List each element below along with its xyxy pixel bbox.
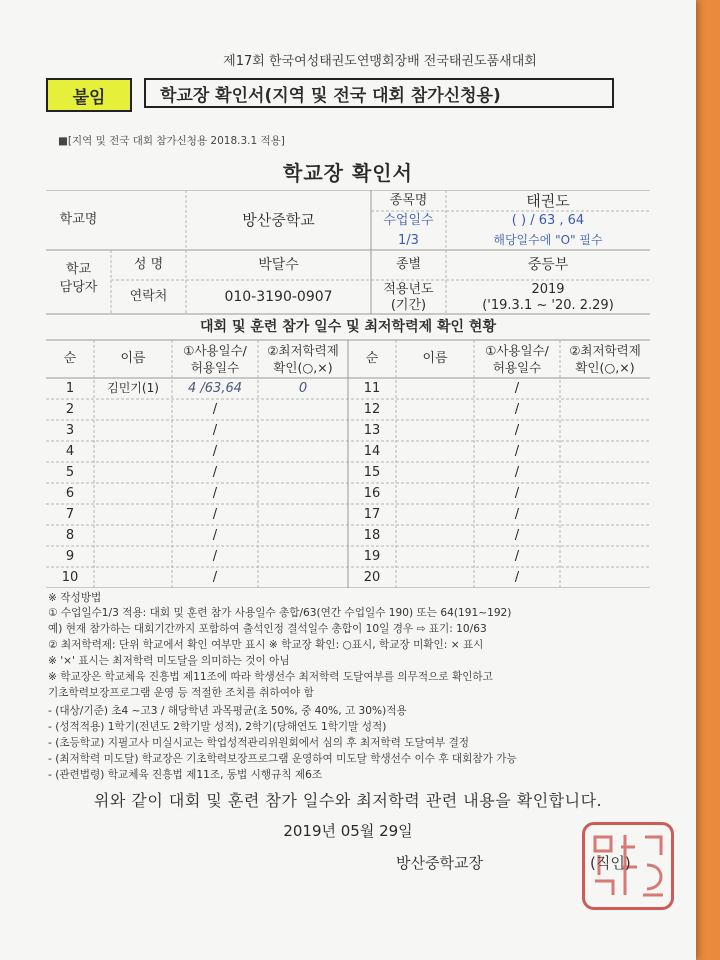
doc-title: 학교장 확인서 xyxy=(283,161,413,185)
howto-line: ※ 학교장은 학교체육 진흥법 제11조에 따라 학생선수 최저학력 도달여부를 의무적으로 확인하고 xyxy=(48,671,493,683)
days-label-fraction: 1/3 xyxy=(398,232,419,248)
year-value: 2019 xyxy=(531,281,565,297)
col-no-right: 순 xyxy=(365,351,379,367)
row-no-right: 19 xyxy=(363,548,381,564)
year-label-2: (기간) xyxy=(390,297,427,313)
row-no-right: 13 xyxy=(363,422,381,438)
col-days-2: 허용일수 xyxy=(190,359,240,375)
row-days: / xyxy=(212,548,218,564)
row-no: 4 xyxy=(65,443,75,459)
col-check-right-2: 확인(○,×) xyxy=(575,359,635,375)
form-note: ■[지역 및 전국 대회 참가신청용 2018.3.1 적용] xyxy=(58,135,285,147)
year-label: 적용년도 xyxy=(383,281,434,297)
row-no: 8 xyxy=(65,527,75,543)
howto-line: 기초학력보장프로그램 운영 등 적절한 조치를 취하여야 함 xyxy=(48,687,314,699)
row-days: / xyxy=(212,506,218,522)
division-value: 중등부 xyxy=(527,256,569,273)
col-check: ②최저학력제 xyxy=(267,342,339,358)
row-days: / xyxy=(212,485,218,501)
seal-label: (직인) xyxy=(590,854,631,872)
row-name: 김민기(1) xyxy=(107,381,159,396)
row-no-right: 17 xyxy=(363,506,381,522)
issue-date: 2019년 05월 29일 xyxy=(283,822,413,840)
manager-label-2: 담당자 xyxy=(59,280,98,296)
row-no-right: 12 xyxy=(363,401,381,417)
col-days: ①사용일수/ xyxy=(183,342,247,358)
row-days: 4 /63,64 xyxy=(188,380,242,396)
row-no: 9 xyxy=(65,548,75,564)
row-days: / xyxy=(212,569,218,585)
confirm-statement: 위와 같이 대회 및 훈련 참가 일수와 최저학력 관련 내용을 확인합니다. xyxy=(93,791,603,810)
name-label: 성 명 xyxy=(133,257,164,273)
row-days: / xyxy=(212,443,218,459)
days-note: 해당일수에 "O" 필수 xyxy=(493,233,603,248)
row-days: / xyxy=(212,401,218,417)
howto-line: ※ '×' 표시는 최저학력 미도달을 의미하는 것이 아님 xyxy=(48,655,290,667)
row-days-right: / xyxy=(514,464,520,480)
days-label: 수업일수 xyxy=(383,213,434,229)
howto-line: - (최저학력 미도달) 학교장은 기초학력보장프로그램 운영하여 미도달 학생선수 이수 후 대회참가 가능 xyxy=(48,753,517,765)
row-no: 5 xyxy=(65,464,75,480)
row-no: 3 xyxy=(65,422,75,438)
row-no: 1 xyxy=(65,380,75,396)
row-no-right: 16 xyxy=(363,485,381,501)
section-title: 대회 및 훈련 참가 일수 및 최저학력제 확인 현황 xyxy=(200,318,496,335)
col-check-right: ②최저학력제 xyxy=(569,342,641,358)
col-check-2: 확인(○,×) xyxy=(273,359,333,375)
row-days-right: / xyxy=(514,380,520,396)
days-value: ( ) / 63 , 64 xyxy=(511,213,585,229)
howto-line: - (성적적용) 1학기(전년도 2학기말 성적), 2학기(당해연도 1학기말 성적) xyxy=(48,721,387,733)
contact-label: 연락처 xyxy=(129,289,168,305)
manager-name: 박달수 xyxy=(258,256,299,273)
row-days-right: / xyxy=(514,401,520,417)
col-days-right-2: 허용일수 xyxy=(492,359,542,375)
row-no: 2 xyxy=(65,401,75,417)
sport-label: 종목명 xyxy=(389,192,428,208)
row-days: / xyxy=(212,422,218,438)
row-days-right: / xyxy=(514,422,520,438)
howto-line: ② 최저학력제: 단위 학교에서 확인 여부만 표시 ※ 학교장 확인: ○표시, 학교장 미확인: × 표시 xyxy=(48,639,484,651)
division-label: 종별 xyxy=(395,257,422,273)
form-title: 학교장 확인서(지역 및 전국 대회 참가신청용) xyxy=(144,78,614,108)
row-no: 6 xyxy=(65,485,75,501)
col-name-right: 이름 xyxy=(422,351,448,367)
manager-label: 학교 xyxy=(65,262,92,278)
row-days: / xyxy=(212,464,218,480)
contact-value: 010-3190-0907 xyxy=(224,288,333,305)
row-no-right: 20 xyxy=(363,569,381,585)
howto-line: - (관련법령) 학교체육 진흥법 제11조, 동법 시행규칙 제6조 xyxy=(48,769,323,781)
event-title: 제17회 한국여성태권도연맹회장배 전국태권도품새대회 xyxy=(223,54,537,69)
row-no: 7 xyxy=(65,506,75,522)
howto-title: ※ 작성방법 xyxy=(48,592,102,604)
row-days-right: / xyxy=(514,569,520,585)
attachment-label: 붙임 xyxy=(46,78,132,112)
row-days-right: / xyxy=(514,506,520,522)
school-label: 학교명 xyxy=(59,212,98,228)
col-name: 이름 xyxy=(120,351,146,367)
row-days: / xyxy=(212,527,218,543)
sport-value: 태권도 xyxy=(526,191,570,210)
school-name: 방산중학교 xyxy=(242,211,315,229)
col-no: 순 xyxy=(63,351,77,367)
row-no: 10 xyxy=(61,569,79,585)
row-no-right: 15 xyxy=(363,464,381,480)
row-no-right: 14 xyxy=(363,443,381,459)
row-check: 0 xyxy=(298,380,308,396)
howto-line: 예) 현재 참가하는 대회기간까지 포함하여 출석인정 결석일수 총합이 10일 경우 ⇨ 표기: 10/63 xyxy=(48,623,487,635)
row-days-right: / xyxy=(514,443,520,459)
howto-line: ① 수업일수1/3 적용: 대회 및 훈련 참가 사용일수 총합/63(연간 수업일수 190) 또는 64(191~192) xyxy=(48,607,512,619)
row-days-right: / xyxy=(514,527,520,543)
col-days-right: ①사용일수/ xyxy=(485,342,549,358)
period-value: ('19.3.1 ~ '20. 2.29) xyxy=(482,297,614,313)
howto-line: - (초등학교) 지필고사 미실시교는 학업성적관리위원회에서 심의 후 최저학력 도달여부 결정 xyxy=(48,737,470,749)
row-days-right: / xyxy=(514,485,520,501)
howto-line: - (대상/기준) 초4 ~고3 / 해당학년 과목평균(초 50%, 중 40%, 고 30%)적용 xyxy=(48,705,407,717)
row-days-right: / xyxy=(514,548,520,564)
principal-signature: 방산중학교장 xyxy=(396,854,483,872)
row-no-right: 18 xyxy=(363,527,381,543)
row-no-right: 11 xyxy=(363,380,381,396)
